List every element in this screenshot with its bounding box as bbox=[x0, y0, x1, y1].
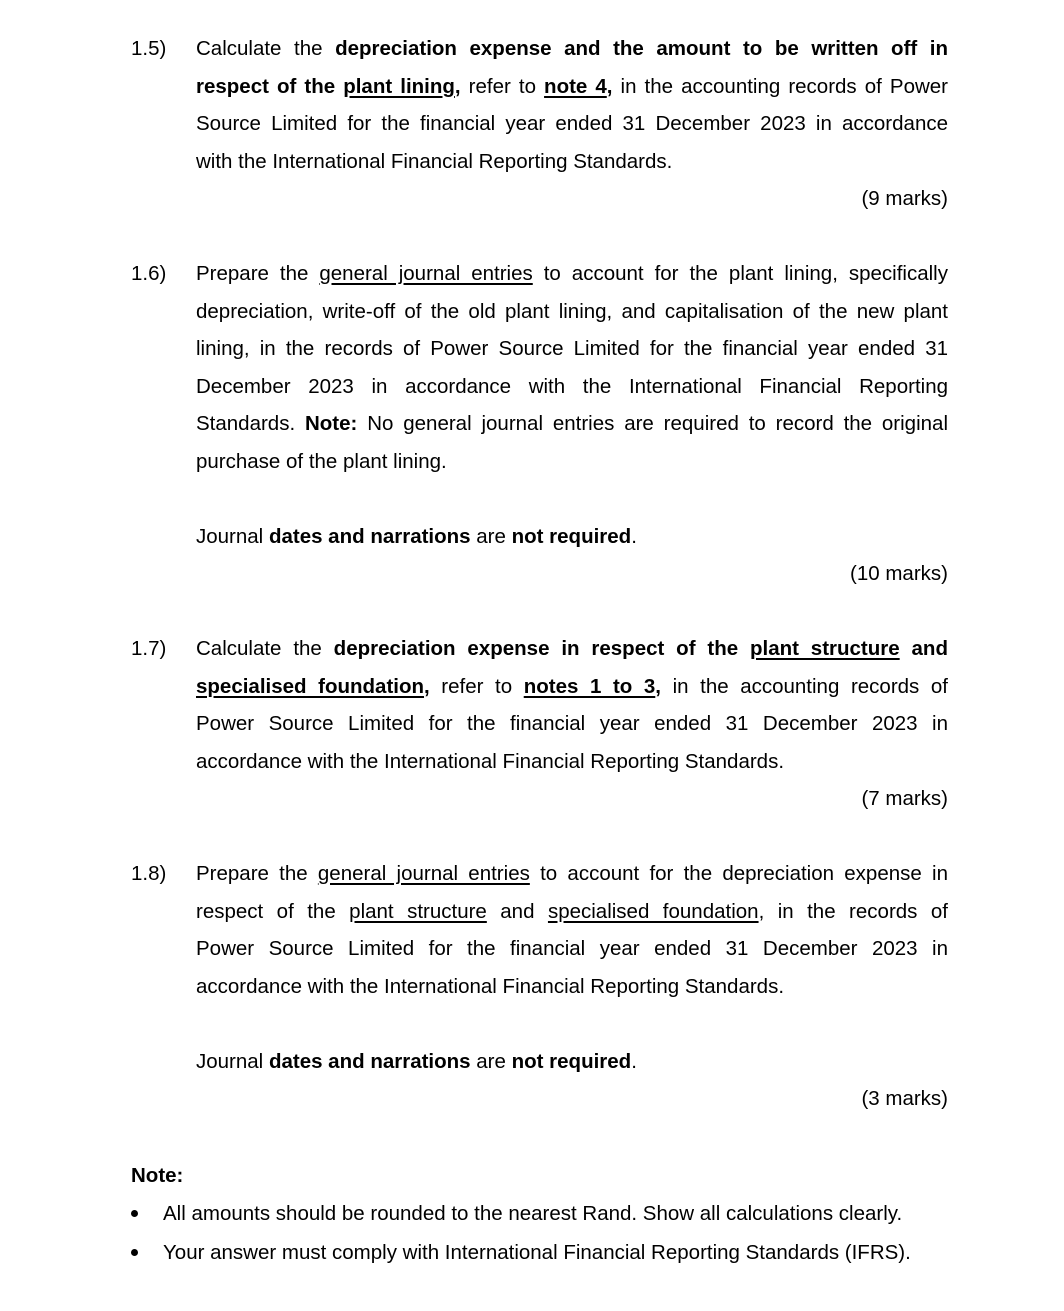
question-line: accordance with the International Financial Reporting Standards. bbox=[196, 974, 785, 998]
question-marks: (10 marks) bbox=[850, 562, 948, 585]
question-text bbox=[196, 630, 948, 780]
bullet-icon bbox=[131, 1249, 138, 1256]
note-heading: Note: bbox=[131, 1164, 184, 1187]
question-line: Power Source Limited for the financial year ended 31 December 2023 in bbox=[196, 712, 948, 736]
question-line: specialised foundation, refer to notes 1 to 3, in the accounting records of bbox=[196, 674, 948, 698]
journal-note: Journal dates and narrations are not required. bbox=[196, 1050, 637, 1073]
question-line: Standards. Note: No general journal entries are required to record the original bbox=[196, 412, 948, 436]
note-bullet-text: All amounts should be rounded to the nearest Rand. Show all calculations clearly. bbox=[163, 1202, 903, 1225]
question-line: Calculate the depreciation expense and the amount to be written off in bbox=[196, 37, 948, 60]
question-number: 1.6) bbox=[131, 262, 167, 285]
question-marks: (9 marks) bbox=[861, 187, 948, 210]
question-line: Prepare the general journal entries to account for the depreciation expense in bbox=[196, 862, 948, 885]
journal-note: Journal dates and narrations are not required. bbox=[196, 525, 637, 548]
bullet-icon bbox=[131, 1210, 138, 1217]
question-number: 1.7) bbox=[131, 637, 167, 660]
question-line: Power Source Limited for the financial year ended 31 December 2023 in bbox=[196, 937, 948, 961]
question-text bbox=[196, 30, 948, 180]
question-line: depreciation, write-off of the old plant lining, and capitalisation of the new plant bbox=[196, 299, 948, 323]
question-number: 1.5) bbox=[131, 37, 167, 60]
question-line: accordance with the International Financial Reporting Standards. bbox=[196, 749, 785, 773]
question-line: respect of the plant lining, refer to note 4, in the accounting records of Power bbox=[196, 74, 949, 98]
note-bullet-text: Your answer must comply with International Financial Reporting Standards (IFRS). bbox=[163, 1241, 911, 1264]
question-marks: (7 marks) bbox=[861, 787, 948, 810]
question-text bbox=[196, 855, 948, 1005]
question-line: with the International Financial Reporting Standards. bbox=[196, 149, 673, 173]
question-marks: (3 marks) bbox=[861, 1087, 948, 1110]
question-line: purchase of the plant lining. bbox=[196, 449, 447, 473]
question-line: December 2023 in accordance with the International Financial Reporting bbox=[196, 374, 948, 398]
question-number: 1.8) bbox=[131, 862, 167, 885]
question-line: Source Limited for the financial year ended 31 December 2023 in accordance bbox=[196, 112, 948, 136]
question-line: Prepare the general journal entries to account for the plant lining, specifically bbox=[196, 262, 948, 285]
question-line: Calculate the depreciation expense in respect of the plant structure and bbox=[196, 637, 948, 660]
question-text bbox=[196, 255, 948, 481]
question-line: lining, in the records of Power Source Limited for the financial year ended 31 bbox=[196, 337, 948, 361]
question-line: respect of the plant structure and specialised foundation, in the records of bbox=[196, 899, 948, 923]
